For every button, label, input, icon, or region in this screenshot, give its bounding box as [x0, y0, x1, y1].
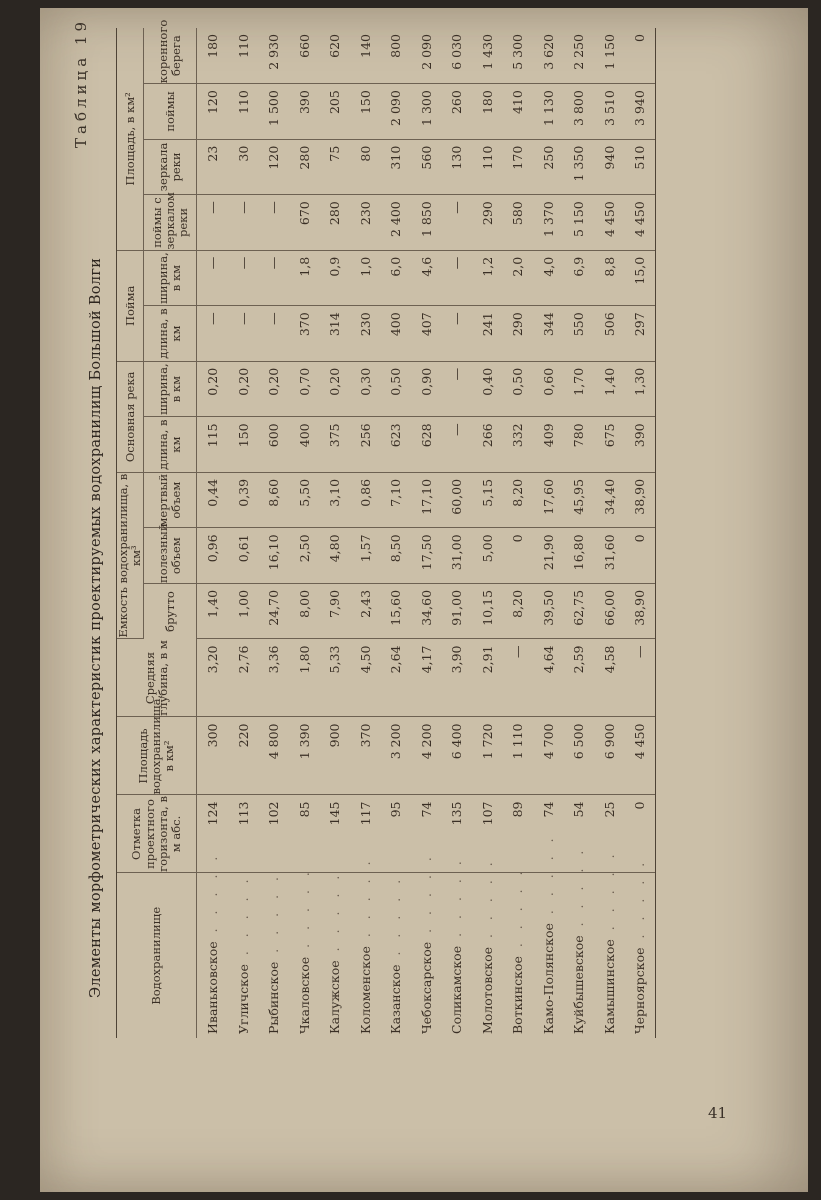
- reservoir-name-cell: Казанское . . . . .: [388, 874, 404, 1034]
- cell-depth: 4,17: [411, 639, 442, 717]
- cell-rwid: 0,50: [502, 361, 533, 417]
- table-row: [624, 28, 655, 1038]
- reservoir-name: Чебоксарское: [418, 941, 434, 1034]
- cell-mark: 102: [258, 795, 289, 873]
- reservoir-name-cell: Камо-Полянское . . . . .: [540, 833, 556, 1034]
- cell-useful: 2,50: [289, 528, 320, 584]
- cell-gross: 10,15: [472, 583, 503, 639]
- cell-rwid: 0,20: [197, 361, 228, 417]
- cell-gross: 1,40: [197, 583, 228, 639]
- reservoir-name: Камо-Полянское: [540, 923, 556, 1034]
- cell-rwid: 0,40: [472, 361, 503, 417]
- cell-rmir: 120: [258, 139, 289, 195]
- header-river-length: длина, в км: [144, 417, 197, 473]
- reservoir-name: Куйбышевское: [571, 935, 587, 1034]
- cell-mark: 0: [624, 795, 655, 873]
- cell-flen: —: [258, 306, 289, 362]
- cell-fmir: 280: [319, 195, 350, 251]
- cell-rmir: 80: [350, 139, 381, 195]
- cell-gross: 24,70: [258, 583, 289, 639]
- cell-fmir: 5 150: [563, 195, 594, 251]
- cell-bank: 6 030: [441, 28, 472, 84]
- cell-depth: 4,58: [594, 639, 625, 717]
- cell-rmir: 510: [624, 139, 655, 195]
- reservoir-name: Молотовское: [479, 946, 495, 1034]
- cell-useful: 1,57: [350, 528, 381, 584]
- cell-gross: 15,60: [380, 583, 411, 639]
- cell-rmir: 75: [319, 139, 350, 195]
- cell-gross: 39,50: [533, 583, 564, 639]
- header-area-river-mirror: зеркала реки: [144, 139, 197, 195]
- cell-useful: 21,90: [533, 528, 564, 584]
- cell-gross: 8,20: [502, 583, 533, 639]
- cell-flen: 314: [319, 306, 350, 362]
- cell-rwid: 0,70: [289, 361, 320, 417]
- cell-fwid: 0,9: [319, 250, 350, 306]
- cell-rwid: 0,30: [350, 361, 381, 417]
- cell-fwid: 15,0: [624, 250, 655, 306]
- header-flood-group: Пойма: [117, 250, 144, 361]
- cell-dead: 38,90: [624, 472, 655, 528]
- cell-flood: 110: [228, 84, 259, 140]
- cell-flood: 1 300: [411, 84, 442, 140]
- reservoir-name: Коломенское: [357, 946, 373, 1034]
- cell-rwid: 1,40: [594, 361, 625, 417]
- cell-depth: 3,90: [441, 639, 472, 717]
- table-row: [472, 28, 503, 1038]
- cell-fmir: —: [258, 195, 289, 251]
- cell-bank: 0: [624, 28, 655, 84]
- cell-area: 300: [197, 717, 228, 795]
- cell-area: 4 800: [258, 717, 289, 795]
- header-river-width: ширина, в км: [144, 361, 197, 417]
- cell-useful: 31,60: [594, 528, 625, 584]
- cell-fmir: 1 370: [533, 195, 564, 251]
- header-reservoir: Водохранилище: [117, 873, 197, 1038]
- cell-mark: 145: [319, 795, 350, 873]
- cell-flood: 410: [502, 84, 533, 140]
- table-row: [533, 28, 564, 1038]
- table-row: [258, 28, 289, 1038]
- cell-bank: 110: [228, 28, 259, 84]
- table-row: [319, 28, 350, 1038]
- cell-gross: 34,60: [411, 583, 442, 639]
- cell-depth: —: [624, 639, 655, 717]
- cell-gross: 1,00: [228, 583, 259, 639]
- cell-bank: 620: [319, 28, 350, 84]
- cell-rmir: 1 350: [563, 139, 594, 195]
- cell-gross: 2,43: [350, 583, 381, 639]
- cell-useful: 16,10: [258, 528, 289, 584]
- cell-dead: 7,10: [380, 472, 411, 528]
- cell-mark: 113: [228, 795, 259, 873]
- cell-flood: 180: [472, 84, 503, 140]
- reservoir-name: Рыбинское: [266, 961, 282, 1034]
- cell-rmir: 250: [533, 139, 564, 195]
- cell-bank: 1 430: [472, 28, 503, 84]
- cell-flen: —: [228, 306, 259, 362]
- reservoir-name-cell: Иваньковское . . . . .: [205, 851, 221, 1034]
- cell-fmir: 290: [472, 195, 503, 251]
- cell-mark: 95: [380, 795, 411, 873]
- cell-fwid: 8,8: [594, 250, 625, 306]
- cell-depth: 3,36: [258, 639, 289, 717]
- cell-flood: 3 800: [563, 84, 594, 140]
- cell-rmir: 130: [441, 139, 472, 195]
- cell-bank: 5 300: [502, 28, 533, 84]
- cell-dead: 0,39: [228, 472, 259, 528]
- cell-mark: 107: [472, 795, 503, 873]
- cell-flen: 230: [350, 306, 381, 362]
- table-row: [411, 28, 442, 1038]
- cell-fmir: 670: [289, 195, 320, 251]
- cell-mark: 135: [441, 795, 472, 873]
- cell-area: 3 200: [380, 717, 411, 795]
- cell-gross: 66,00: [594, 583, 625, 639]
- cell-fwid: 2,0: [502, 250, 533, 306]
- reservoir-name-cell: Куйбышевское . . . . .: [571, 845, 587, 1034]
- cell-useful: 0: [502, 528, 533, 584]
- cell-depth: —: [502, 639, 533, 717]
- cell-fmir: —: [228, 195, 259, 251]
- cell-flen: 370: [289, 306, 320, 362]
- reservoir-name: Воткинское: [510, 956, 526, 1034]
- reservoir-name-cell: Чкаловское . . . . .: [296, 867, 312, 1034]
- cell-mark: 74: [411, 795, 442, 873]
- cell-mark: 74: [533, 795, 564, 873]
- cell-dead: 17,10: [411, 472, 442, 528]
- cell-flen: 400: [380, 306, 411, 362]
- cell-rmir: 23: [197, 139, 228, 195]
- cell-mark: 85: [289, 795, 320, 873]
- table-row: [380, 28, 411, 1038]
- cell-area: 220: [228, 717, 259, 795]
- cell-dead: 0,44: [197, 472, 228, 528]
- reservoir-name-cell: Камышинское . . . . .: [601, 849, 617, 1034]
- reservoir-name-cell: Рыбинское . . . . .: [266, 871, 282, 1034]
- cell-dead: 8,60: [258, 472, 289, 528]
- cell-fwid: 6,9: [563, 250, 594, 306]
- book-page: [40, 8, 808, 1192]
- header-depth: Средняя глубина, в м: [117, 639, 197, 717]
- cell-rlen: 115: [197, 417, 228, 473]
- page-number: 41: [708, 1104, 728, 1122]
- cell-rlen: 675: [594, 417, 625, 473]
- header-capacity-gross: брутто: [144, 583, 197, 639]
- cell-fwid: 1,0: [350, 250, 381, 306]
- cell-rmir: 280: [289, 139, 320, 195]
- reservoir-name: Казанское: [388, 964, 404, 1034]
- cell-bank: 1 150: [594, 28, 625, 84]
- reservoir-table: [116, 19, 656, 1038]
- reservoir-name: Чкаловское: [296, 956, 312, 1034]
- table-row: [289, 28, 320, 1038]
- cell-rwid: 0,20: [258, 361, 289, 417]
- cell-flen: 407: [411, 306, 442, 362]
- cell-dead: 0,86: [350, 472, 381, 528]
- reservoir-name-cell: Калужское . . . . .: [327, 870, 343, 1034]
- cell-rlen: 623: [380, 417, 411, 473]
- cell-depth: 4,50: [350, 639, 381, 717]
- cell-area: 1 110: [502, 717, 533, 795]
- cell-rlen: 256: [350, 417, 381, 473]
- cell-rwid: —: [441, 361, 472, 417]
- cell-flen: 550: [563, 306, 594, 362]
- cell-useful: 0,96: [197, 528, 228, 584]
- cell-gross: 38,90: [624, 583, 655, 639]
- cell-rlen: 409: [533, 417, 564, 473]
- table-row: [197, 28, 228, 1038]
- cell-flood: 120: [197, 84, 228, 140]
- cell-fmir: 1 850: [411, 195, 442, 251]
- cell-rwid: 0,90: [411, 361, 442, 417]
- cell-rmir: 170: [502, 139, 533, 195]
- cell-flen: —: [441, 306, 472, 362]
- reservoir-name: Калужское: [327, 960, 343, 1034]
- table-row: [563, 28, 594, 1038]
- cell-rlen: 150: [228, 417, 259, 473]
- cell-fmir: 4 450: [624, 195, 655, 251]
- reservoir-name-cell: Молотовское . . . . .: [479, 857, 495, 1034]
- reservoir-name-cell: Соликамское . . . . .: [449, 856, 465, 1034]
- table-title: Элементы морфометрических характеристик проектируемых водохранилищ Большой Волги: [88, 257, 104, 998]
- cell-flood: 1 500: [258, 84, 289, 140]
- cell-dead: 3,10: [319, 472, 350, 528]
- table-row: [594, 28, 625, 1038]
- cell-area: 1 720: [472, 717, 503, 795]
- cell-dead: 34,40: [594, 472, 625, 528]
- cell-flood: 1 130: [533, 84, 564, 140]
- cell-depth: 5,33: [319, 639, 350, 717]
- cell-bank: 3 620: [533, 28, 564, 84]
- table-row: [228, 28, 259, 1038]
- table-row: [441, 28, 472, 1038]
- cell-depth: 2,59: [563, 639, 594, 717]
- cell-rlen: —: [441, 417, 472, 473]
- header-river-group: Основная река: [117, 361, 144, 472]
- cell-fmir: —: [441, 195, 472, 251]
- cell-area: 6 500: [563, 717, 594, 795]
- cell-rmir: 940: [594, 139, 625, 195]
- cell-depth: 3,20: [197, 639, 228, 717]
- cell-flen: 297: [624, 306, 655, 362]
- cell-fmir: 230: [350, 195, 381, 251]
- cell-flood: 2 090: [380, 84, 411, 140]
- cell-dead: 45,95: [563, 472, 594, 528]
- cell-flood: 150: [350, 84, 381, 140]
- cell-gross: 91,00: [441, 583, 472, 639]
- header-flood-length: длина, в км: [144, 306, 197, 362]
- header-capacity-useful: полезный объем: [144, 528, 197, 584]
- rotated-table-content: [68, 8, 748, 1068]
- cell-fmir: 580: [502, 195, 533, 251]
- cell-rwid: 0,60: [533, 361, 564, 417]
- cell-area: 4 200: [411, 717, 442, 795]
- cell-depth: 2,64: [380, 639, 411, 717]
- cell-fwid: —: [228, 250, 259, 306]
- cell-area: 6 400: [441, 717, 472, 795]
- cell-area: 4 700: [533, 717, 564, 795]
- cell-flen: —: [197, 306, 228, 362]
- table-body: [197, 28, 656, 1038]
- cell-area: 370: [350, 717, 381, 795]
- cell-flood: 260: [441, 84, 472, 140]
- cell-bank: 2 930: [258, 28, 289, 84]
- cell-flood: 3 510: [594, 84, 625, 140]
- cell-fwid: 1,8: [289, 250, 320, 306]
- cell-useful: 16,80: [563, 528, 594, 584]
- cell-gross: 8,00: [289, 583, 320, 639]
- header-capacity-group: Емкость водохранилища, в км³: [116, 473, 144, 638]
- cell-mark: 124: [197, 795, 228, 873]
- table-label: Таблица 19: [72, 18, 90, 148]
- reservoir-name-cell: Черноярское . . . . .: [624, 873, 655, 1038]
- cell-depth: 2,91: [472, 639, 503, 717]
- reservoir-name: Камышинское: [601, 939, 617, 1034]
- cell-fwid: 4,0: [533, 250, 564, 306]
- cell-flood: 390: [289, 84, 320, 140]
- cell-bank: 660: [289, 28, 320, 84]
- header-flood-width: ширина, в км: [144, 250, 197, 306]
- cell-area: 900: [319, 717, 350, 795]
- cell-flen: 290: [502, 306, 533, 362]
- reservoir-name-cell: Коломенское . . . . .: [357, 856, 373, 1034]
- cell-useful: 0: [624, 528, 655, 584]
- header-area-bank: коренного берега: [144, 28, 197, 84]
- cell-dead: 8,20: [502, 472, 533, 528]
- cell-bank: 140: [350, 28, 381, 84]
- cell-rwid: 1,30: [624, 361, 655, 417]
- cell-mark: 89: [502, 795, 533, 873]
- cell-depth: 2,76: [228, 639, 259, 717]
- cell-rmir: 310: [380, 139, 411, 195]
- reservoir-name: Черноярское: [632, 947, 648, 1034]
- cell-rlen: 780: [563, 417, 594, 473]
- cell-flen: 506: [594, 306, 625, 362]
- cell-rlen: 400: [289, 417, 320, 473]
- cell-rmir: 560: [411, 139, 442, 195]
- cell-rlen: 266: [472, 417, 503, 473]
- cell-fmir: 2 400: [380, 195, 411, 251]
- cell-fwid: 1,2: [472, 250, 503, 306]
- header-areas-group: Площадь, в км²: [117, 28, 144, 250]
- reservoir-name-cell: Воткинское . . . . .: [510, 866, 526, 1034]
- cell-bank: 2 250: [563, 28, 594, 84]
- cell-gross: 7,90: [319, 583, 350, 639]
- cell-rlen: 600: [258, 417, 289, 473]
- cell-dead: 5,50: [289, 472, 320, 528]
- cell-fwid: 4,6: [411, 250, 442, 306]
- cell-useful: 8,50: [380, 528, 411, 584]
- cell-useful: 5,00: [472, 528, 503, 584]
- cell-flood: 3 940: [624, 84, 655, 140]
- header-area-flood-mirror: поймы с зеркалом реки: [144, 195, 197, 251]
- cell-fwid: 6,0: [380, 250, 411, 306]
- cell-useful: 31,00: [441, 528, 472, 584]
- cell-depth: 1,80: [289, 639, 320, 717]
- header-mark: Отметка проектного горизонта, в м абс.: [117, 795, 197, 873]
- cell-mark: 54: [563, 795, 594, 873]
- cell-flen: 241: [472, 306, 503, 362]
- cell-fwid: —: [258, 250, 289, 306]
- cell-bank: 800: [380, 28, 411, 84]
- reservoir-name: Угличское: [235, 964, 251, 1034]
- table-row: [350, 28, 381, 1038]
- header-area: Площадь водохранилища, в км²: [117, 717, 197, 795]
- cell-dead: 60,00: [441, 472, 472, 528]
- cell-rwid: 0,20: [228, 361, 259, 417]
- cell-bank: 180: [197, 28, 228, 84]
- cell-mark: 25: [594, 795, 625, 873]
- header-area-flood: поймы: [144, 84, 197, 140]
- cell-flood: 205: [319, 84, 350, 140]
- cell-area: 1 390: [289, 717, 320, 795]
- cell-rwid: 1,70: [563, 361, 594, 417]
- cell-rwid: 0,50: [380, 361, 411, 417]
- cell-useful: 17,50: [411, 528, 442, 584]
- header-capacity-dead: мертвый объем: [144, 472, 197, 528]
- cell-depth: 4,64: [533, 639, 564, 717]
- cell-rlen: 390: [624, 417, 655, 473]
- cell-bank: 2 090: [411, 28, 442, 84]
- cell-rmir: 110: [472, 139, 503, 195]
- reservoir-name-cell: Угличское . . . . .: [235, 874, 251, 1034]
- table-row: [502, 28, 533, 1038]
- cell-fmir: —: [197, 195, 228, 251]
- cell-dead: 5,15: [472, 472, 503, 528]
- cell-mark: 117: [350, 795, 381, 873]
- reservoir-name: Иваньковское: [205, 941, 221, 1034]
- cell-dead: 17,60: [533, 472, 564, 528]
- cell-rlen: 375: [319, 417, 350, 473]
- cell-useful: 0,61: [228, 528, 259, 584]
- cell-rwid: 0,20: [319, 361, 350, 417]
- cell-fwid: —: [441, 250, 472, 306]
- cell-gross: 62,75: [563, 583, 594, 639]
- cell-rmir: 30: [228, 139, 259, 195]
- cell-fwid: —: [197, 250, 228, 306]
- reservoir-name: Соликамское: [449, 945, 465, 1034]
- cell-useful: 4,80: [319, 528, 350, 584]
- cell-fmir: 4 450: [594, 195, 625, 251]
- cell-flen: 344: [533, 306, 564, 362]
- reservoir-name-cell: Чебоксарское . . . . .: [418, 852, 434, 1034]
- cell-area: 4 450: [624, 717, 655, 795]
- cell-rlen: 628: [411, 417, 442, 473]
- cell-area: 6 900: [594, 717, 625, 795]
- cell-rlen: 332: [502, 417, 533, 473]
